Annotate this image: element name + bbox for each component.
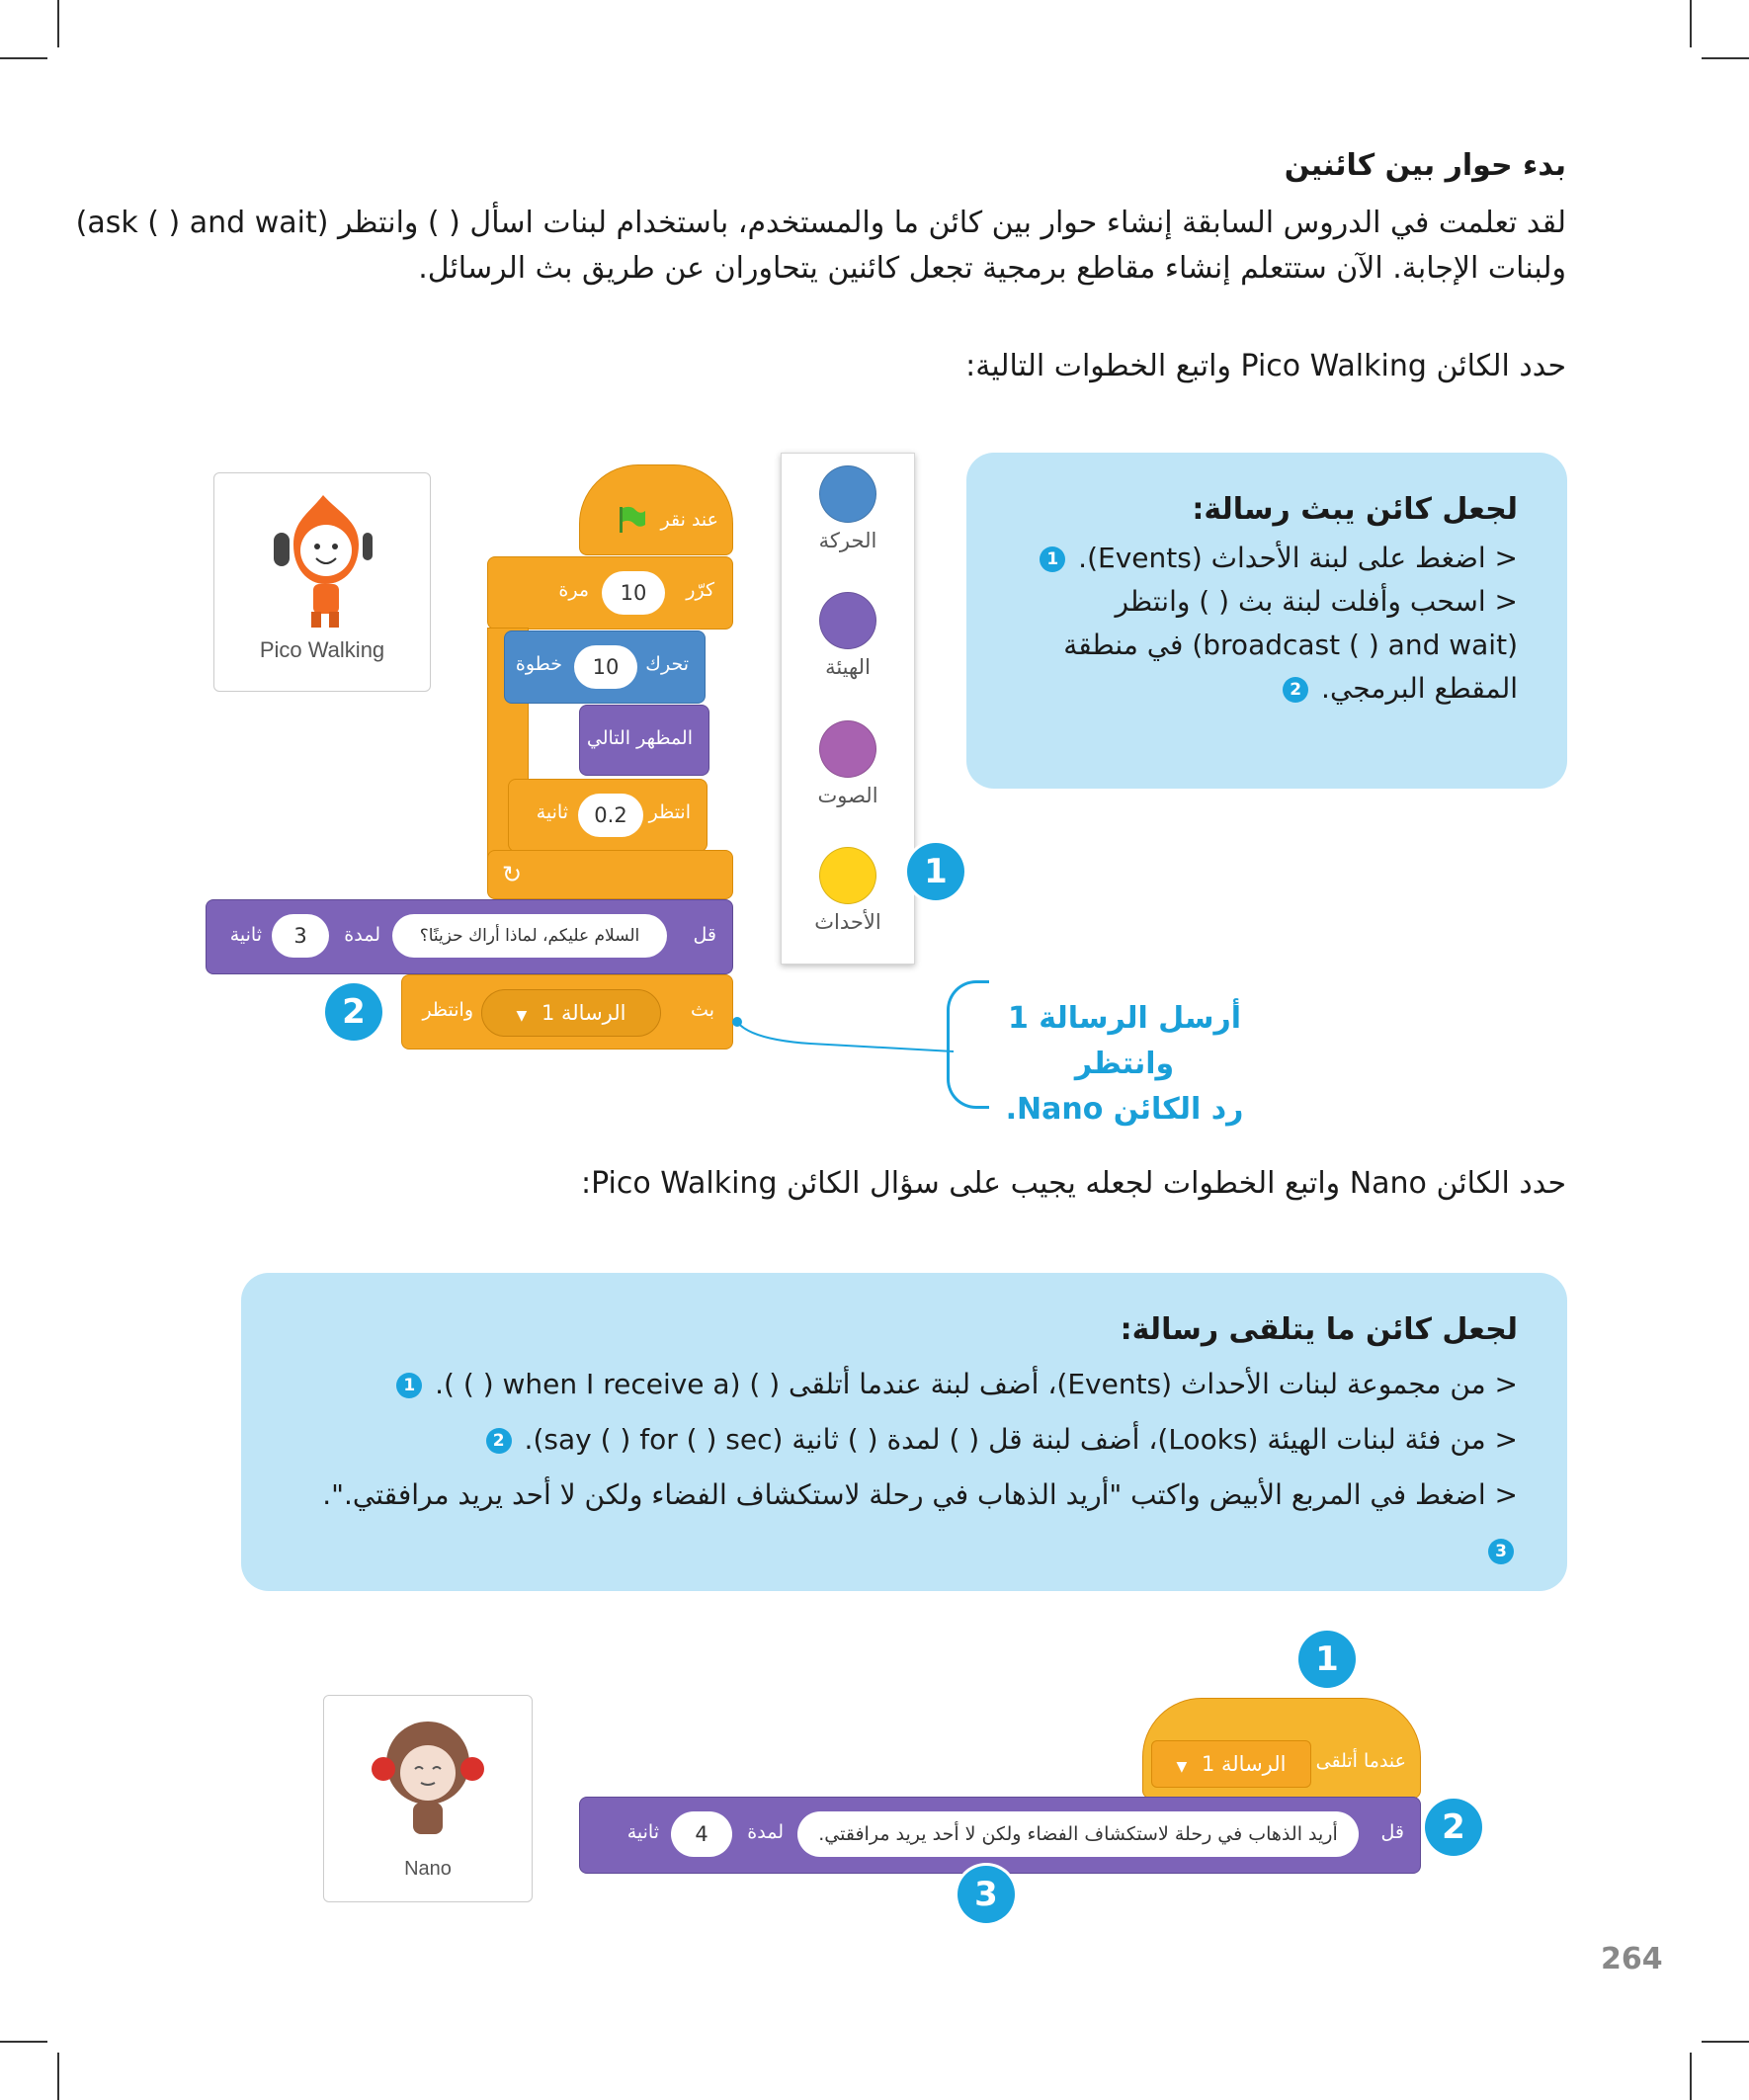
crop-mark (1690, 2053, 1692, 2100)
block-label: ثانية (626, 1821, 659, 1843)
looks-color-dot (819, 592, 876, 649)
block-label: وانتظر (422, 999, 473, 1021)
say-for-seconds-block[interactable] (579, 1797, 1421, 1874)
block-label: لمدة (344, 924, 380, 946)
say-for-seconds-block[interactable] (206, 899, 733, 974)
say-text-input[interactable]: السلام عليكم، لماذا أراك حزينًا؟ (392, 914, 667, 958)
block-categories-panel (781, 453, 915, 965)
callout-line: < من فئة لبنات الهيئة (Looks)، أضف لبنة قل ( ) لمدة ( ) ثانية (say ( ) for ( ) sec). 2 (283, 1412, 1518, 1468)
receive-message-dropdown[interactable] (1151, 1740, 1311, 1788)
move-steps-input[interactable]: 10 (574, 645, 637, 689)
step-badge: 1 (1040, 546, 1065, 572)
chevron-down-icon: ▼ (1176, 1759, 1188, 1775)
category-sound[interactable] (789, 720, 907, 807)
intro-line-2: ولبنات الإجابة. الآن ستتعلم إنشاء مقاطع برمجية تجعل كائنين يتحاوران عن طريق بث الرسائل. (418, 251, 1566, 286)
step-badge-large: 1 (1298, 1631, 1356, 1688)
callout-title: لجعل كائن ما يتلقى رسالة: (1120, 1312, 1518, 1347)
block-label: كرّر (686, 579, 714, 601)
sprite-name: Pico Walking (259, 637, 385, 662)
block-label: بث (691, 999, 714, 1021)
wait-seconds-block[interactable] (508, 779, 708, 852)
block-label: عندما أتلقى (1315, 1750, 1406, 1772)
loop-arrow-icon: ↻ (502, 861, 523, 888)
block-label: المظهر التالي (586, 727, 693, 749)
repeat-block-end (487, 850, 733, 899)
step-badge-large: 2 (1425, 1799, 1482, 1856)
when-flag-clicked-block[interactable] (579, 464, 733, 555)
intro-line-1: لقد تعلمت في الدروس السابقة إنشاء حوار بين كائن ما والمستخدم، باستخدام لبنات اسأل ( ) وانتظر (ask ( ) and wait) (75, 206, 1566, 240)
sprite-name: Nano (404, 1858, 452, 1880)
crop-mark (0, 2041, 47, 2043)
callout-line: المقطع البرمجي. 2 (1004, 667, 1518, 711)
say-text-input[interactable]: أريد الذهاب في رحلة لاستكشاف الفضاء ولكن لا أحد يريد مرافقتي. (797, 1811, 1359, 1857)
callout-line: < اسحب وأفلت لبنة بث ( ) وانتظر (1115, 585, 1518, 618)
callout-line: (broadcast ( ) and wait) في منطقة (1063, 629, 1518, 661)
crop-mark (57, 2053, 59, 2100)
category-label: الأحداث (814, 910, 881, 934)
crop-mark (1690, 0, 1692, 47)
broadcast-message-dropdown[interactable] (481, 989, 661, 1037)
page-number: 264 (1601, 1942, 1663, 1976)
callout-line: < من مجموعة لبنات الأحداث (Events)، أضف لبنة عندما أتلقى ( ) (when I receive a ( ) ). 1 (283, 1357, 1518, 1412)
sprite-nano[interactable] (323, 1695, 533, 1902)
callout-title: لجعل كائن يبث رسالة: (1192, 492, 1518, 527)
category-label: الصوت (817, 784, 878, 807)
broadcast-and-wait-block[interactable] (401, 974, 733, 1050)
step1-instruction: حدد الكائن Pico Walking واتبع الخطوات التالية: (965, 349, 1566, 383)
block-label: تحرك (645, 653, 689, 675)
callout-line: < اضغط في المربع الأبيض واكتب "أريد الذهاب في رحلة لاستكشاف الفضاء ولكن لا أحد يريد مرافقتي.". 3 (283, 1468, 1518, 1578)
step-badge-large: 3 (958, 1866, 1015, 1923)
annotation-text: أرسل الرسالة 1 وانتظر رد الكائن Nano. (1005, 1001, 1244, 1127)
say-seconds-input[interactable]: 3 (272, 914, 329, 958)
wait-seconds-input[interactable]: 0.2 (578, 794, 643, 837)
repeat-block[interactable] (487, 556, 733, 630)
callout-line: < اضغط على لبنة الأحداث (Events). 1 (1004, 537, 1518, 580)
callout-receive (241, 1273, 1567, 1591)
category-label: الحركة (818, 529, 877, 552)
sound-color-dot (819, 720, 876, 778)
block-label: قل (693, 924, 716, 946)
callout-broadcast (966, 453, 1567, 789)
repeat-count-input[interactable]: 10 (602, 571, 665, 615)
step-badge-large: 2 (325, 983, 382, 1041)
block-label: عند نقر (660, 509, 718, 531)
category-looks[interactable] (789, 592, 907, 679)
block-label: قل (1380, 1821, 1404, 1843)
block-label: انتظر (648, 801, 691, 823)
category-motion[interactable] (789, 465, 907, 552)
step-badge: 1 (396, 1373, 422, 1398)
step2-instruction: حدد الكائن Nano واتبع الخطوات لجعله يجيب على سؤال الكائن Pico Walking: (581, 1166, 1566, 1201)
block-label: خطوة (515, 653, 562, 675)
annotation-connector (731, 1000, 968, 1089)
section-heading: بدء حوار بين كائنين (1284, 148, 1566, 183)
crop-mark (57, 0, 59, 47)
block-label: لمدة (747, 1821, 784, 1843)
category-label: الهيئة (825, 655, 871, 679)
events-color-dot (819, 847, 876, 904)
when-i-receive-block[interactable] (1142, 1698, 1421, 1799)
category-events[interactable] (789, 847, 907, 934)
next-costume-block[interactable] (579, 705, 709, 776)
crop-mark (0, 57, 47, 59)
say-seconds-input[interactable]: 4 (671, 1811, 732, 1857)
block-label: مرة (558, 579, 589, 601)
dropdown-value: الرسالة 1 (1201, 1752, 1287, 1776)
step-badge-large: 1 (907, 843, 964, 900)
green-flag-icon (616, 505, 647, 535)
crop-mark (1702, 57, 1749, 59)
step-badge: 2 (1283, 677, 1308, 703)
sprite-pico-walking[interactable] (213, 472, 431, 692)
block-label: ثانية (536, 801, 568, 823)
chevron-down-icon: ▼ (516, 1008, 528, 1024)
step-badge: 2 (486, 1428, 512, 1454)
motion-color-dot (819, 465, 876, 523)
move-steps-block[interactable] (504, 630, 706, 704)
block-label: ثانية (229, 924, 262, 946)
dropdown-value: الرسالة 1 (541, 1001, 626, 1025)
crop-mark (1702, 2041, 1749, 2043)
step-badge: 3 (1488, 1539, 1514, 1564)
